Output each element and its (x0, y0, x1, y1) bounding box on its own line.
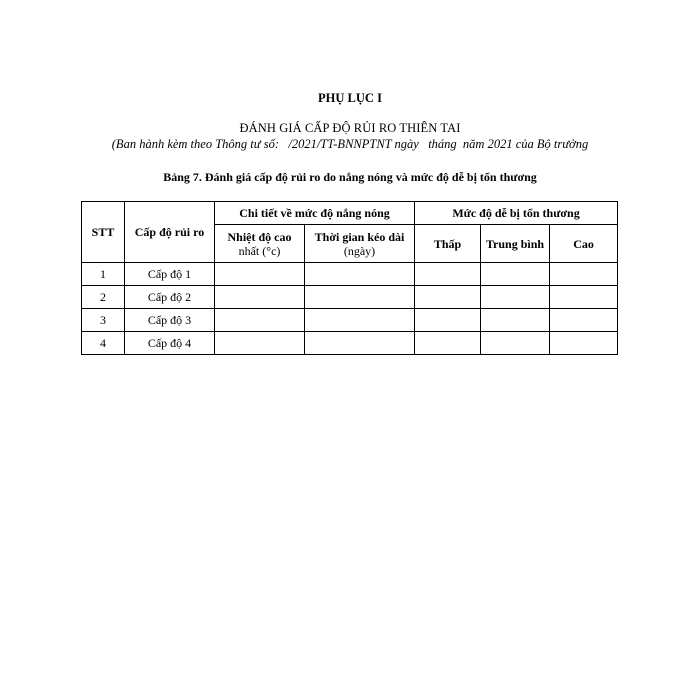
table-row (82, 309, 618, 332)
table-row (82, 286, 618, 309)
cell-stt: 2 (82, 286, 125, 309)
cell-max-temp (215, 332, 305, 355)
header-row-1 (82, 202, 618, 225)
cell-stt: 3 (82, 309, 125, 332)
cell-risk-level: Cấp độ 2 (125, 286, 215, 309)
header-max-temp (215, 225, 305, 263)
header-max-temp-line2: nhất (°c) (238, 243, 281, 258)
table-row (82, 263, 618, 286)
cell-duration (305, 309, 415, 332)
header-vulnerability-group: Mức độ dễ bị tổn thương (415, 202, 618, 225)
table-row (82, 332, 618, 355)
cell-duration (305, 263, 415, 286)
cell-duration (305, 286, 415, 309)
header-high: Cao (550, 225, 618, 263)
cell-medium (481, 332, 550, 355)
header-medium: Trung bình (481, 225, 550, 263)
header-low: Thấp (415, 225, 481, 263)
cell-stt: 1 (82, 263, 125, 286)
cell-low (415, 286, 481, 309)
cell-medium (481, 263, 550, 286)
header-stt: STT (82, 202, 125, 263)
cell-risk-level: Cấp độ 3 (125, 309, 215, 332)
cell-max-temp (215, 286, 305, 309)
appendix-title: PHỤ LỤC I (318, 91, 382, 105)
header-duration (305, 225, 415, 263)
cell-low (415, 263, 481, 286)
cell-max-temp (215, 309, 305, 332)
document-heading: ĐÁNH GIÁ CẤP ĐỘ RỦI RO THIÊN TAI (239, 121, 461, 135)
header-heat-detail-group: Chi tiết về mức độ nắng nóng (215, 202, 415, 225)
header-risk-level: Cấp độ rủi ro (125, 202, 215, 263)
header-duration-line1: Thời gian kéo dài (314, 229, 405, 244)
cell-high (550, 286, 618, 309)
cell-high (550, 332, 618, 355)
cell-max-temp (215, 263, 305, 286)
cell-high (550, 263, 618, 286)
cell-risk-level: Cấp độ 4 (125, 332, 215, 355)
issuance-note: (Ban hành kèm theo Thông tư số: /2021/TT-BNNPTNT ngày tháng năm 2021 của Bộ trưởng (111, 137, 589, 151)
cell-high (550, 309, 618, 332)
header-max-temp-line1: Nhiệt độ cao (227, 229, 292, 244)
cell-medium (481, 309, 550, 332)
cell-duration (305, 332, 415, 355)
header-duration-line2: (ngày) (343, 243, 376, 258)
cell-low (415, 309, 481, 332)
cell-medium (481, 286, 550, 309)
cell-risk-level: Cấp độ 1 (125, 263, 215, 286)
table-caption: Bảng 7. Đánh giá cấp độ rủi ro do nắng nóng và mức độ dễ bị tổn thương (163, 170, 537, 184)
cell-low (415, 332, 481, 355)
cell-stt: 4 (82, 332, 125, 355)
risk-assessment-table (81, 201, 618, 355)
